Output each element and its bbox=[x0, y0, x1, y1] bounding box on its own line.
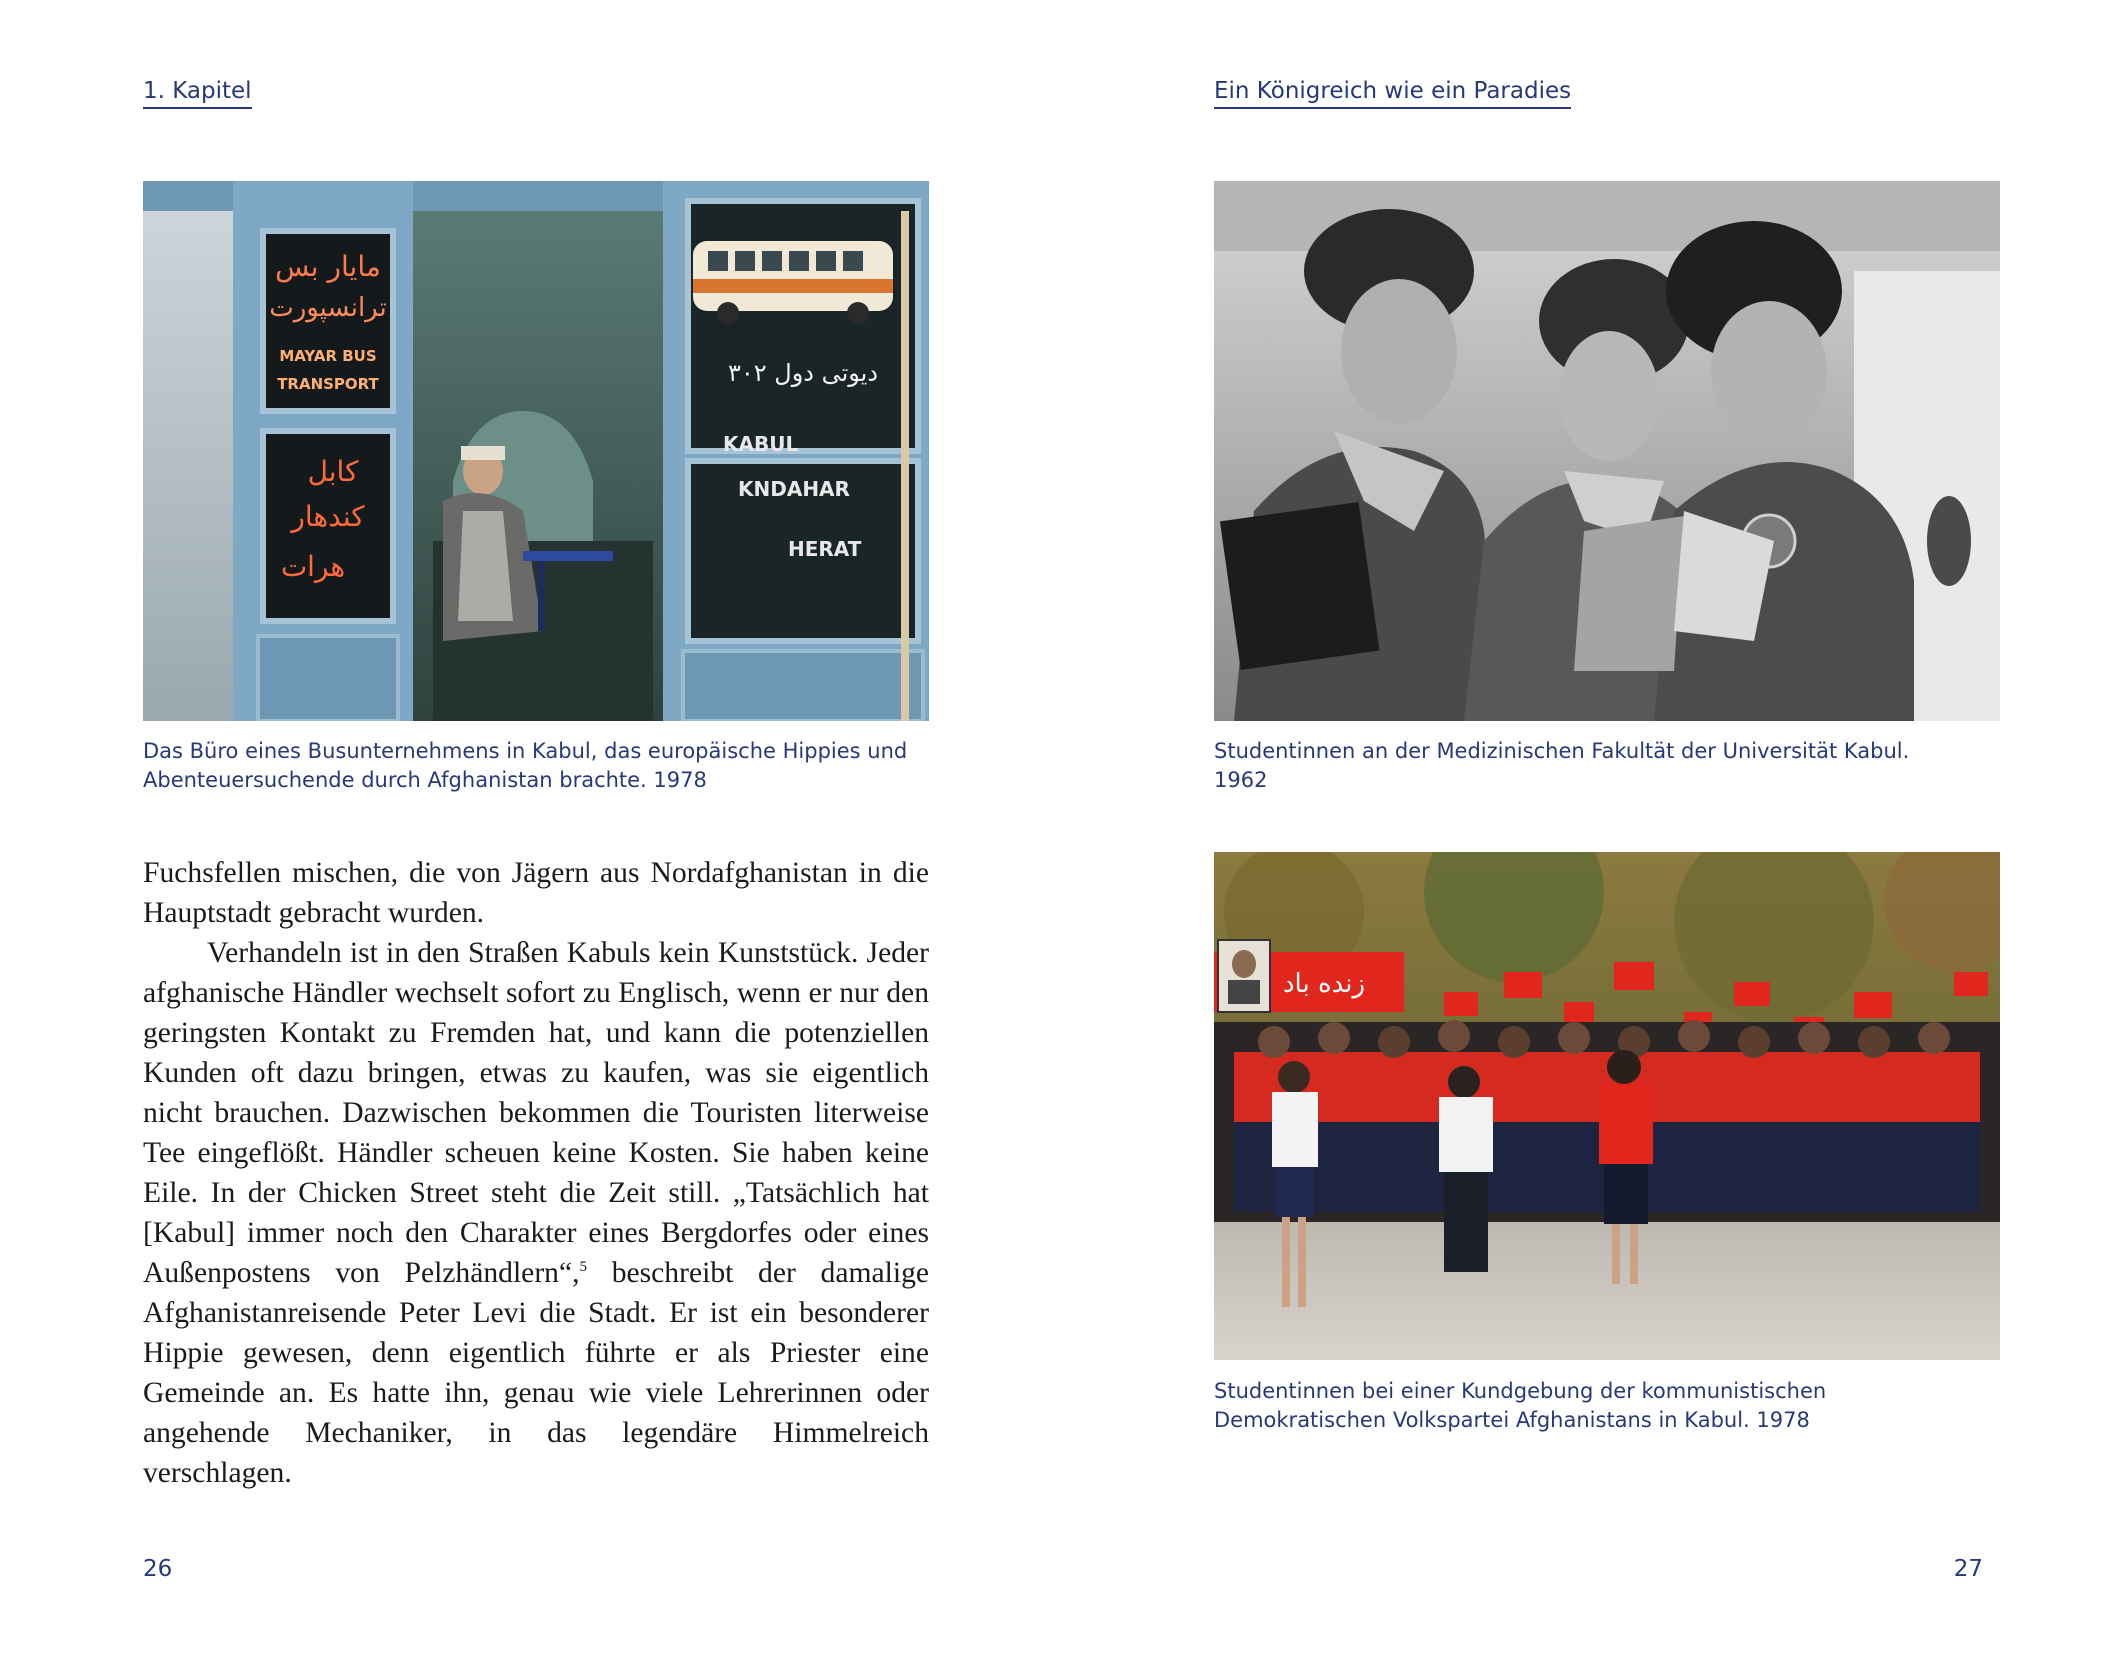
paragraph-2-text-a: Verhandeln ist in den Straßen Kabuls kein Kunststück. Jeder afghanische Händler wechselt sofort zu Englisch, wenn er nur den geringsten Kontakt zu Fremden hat, und kann die potenziellen Kunden oft dazu bringen, etwas zu kaufen, was sie eigentlich nicht brauchen. Dazwischen bekommen die Touristen literweise Tee eingeflößt. Händler scheuen keine Kosten. Sie haben keine Eile. In der Chicken Street steht die Zeit still. „Tatsächlich hat [Kabul] immer noch den Charakter eines Bergdorfes oder eines Außenpostens von Pelzhändlern“, bbox=[143, 937, 929, 1289]
page-number-right: 27 bbox=[1953, 1556, 1983, 1582]
rally-photo bbox=[1214, 852, 2000, 1360]
caption-line: Studentinnen bei einer Kundgebung der kommunistischen bbox=[1214, 1379, 1827, 1403]
rally-illustration bbox=[1214, 852, 2000, 1360]
sign-mayar-bus: MAYAR BUS bbox=[279, 347, 377, 365]
bus-office-photo bbox=[143, 181, 929, 721]
neon-persian-right: دیوتی دول ۳۰۲ bbox=[727, 359, 879, 387]
paragraph-2 bbox=[143, 933, 929, 1493]
sign-kabul: KABUL bbox=[723, 432, 799, 456]
running-head-chapter: 1. Kapitel bbox=[143, 78, 252, 109]
students-illustration bbox=[1214, 181, 2000, 721]
running-head-section: Ein Königreich wie ein Paradies bbox=[1214, 78, 1571, 109]
banner-text: زنده باد bbox=[1282, 969, 1366, 999]
caption-line: Das Büro eines Busunternehmens in Kabul, das europäische Hippies und bbox=[143, 739, 908, 763]
rally-caption bbox=[1214, 1377, 1826, 1435]
neon-persian-city-2: کندهار bbox=[291, 500, 365, 533]
paragraph-2-text-b: beschreibt der damalige Afghanistanreisende Peter Levi die Stadt. Er ist ein besonderer Hippie gewesen, denn eigentlich führte er als Priester eine Gemeinde an. Es hatte ihn, genau wie viele Lehrerinnen oder angehende Mechaniker, in das legendäre Himmelreich verschlagen. bbox=[143, 1257, 930, 1489]
neon-persian-city-1: کابل bbox=[307, 455, 359, 488]
caption-line: Demokratischen Volkspartei Afghanistans in Kabul. 1978 bbox=[1214, 1408, 1810, 1432]
right-page bbox=[1063, 0, 2126, 1654]
caption-line: Studentinnen an der Medizinischen Fakultät der Universität Kabul. bbox=[1214, 739, 1910, 763]
sign-herat: HERAT bbox=[788, 537, 862, 561]
neon-persian-top-2: ترانسپورت bbox=[269, 293, 387, 323]
page-number-left: 26 bbox=[143, 1556, 173, 1582]
paragraph-1: Fuchsfellen mischen, die von Jägern aus Nordafghanistan in die Hauptstadt gebracht wurden. bbox=[143, 857, 929, 929]
caption-line: Abenteuersuchende durch Afghanistan brachte. 1978 bbox=[143, 768, 707, 792]
neon-persian-top-1: مایار بس bbox=[275, 250, 381, 283]
caption-line: 1962 bbox=[1214, 768, 1268, 792]
students-caption bbox=[1214, 737, 1909, 795]
students-photo bbox=[1214, 181, 2000, 721]
bus-office-caption bbox=[143, 737, 907, 795]
footnote-ref[interactable]: 5 bbox=[579, 1259, 588, 1275]
neon-persian-city-3: هرات bbox=[280, 550, 346, 583]
bus-office-illustration bbox=[143, 181, 929, 721]
sign-kandahar: KNDAHAR bbox=[738, 477, 850, 501]
sign-transport: TRANSPORT bbox=[277, 375, 379, 393]
body-text bbox=[143, 853, 929, 1493]
